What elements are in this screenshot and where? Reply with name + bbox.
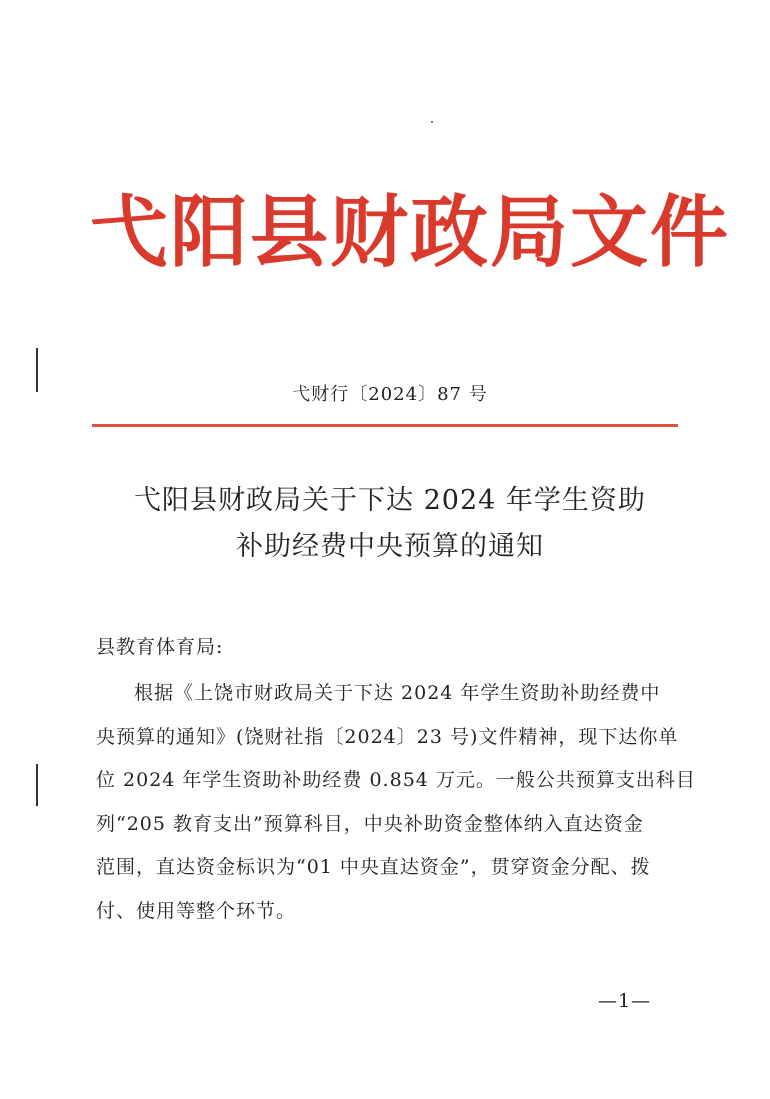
red-divider-rule <box>92 424 678 427</box>
body-line: 列“205 教育支出”预算科目，中央补助资金整体纳入直达资金 <box>96 812 644 835</box>
notice-title <box>90 478 690 570</box>
page-number: —1— <box>598 990 652 1012</box>
scan-speck <box>431 121 433 123</box>
document-number: 弋财行〔2024〕87 号 <box>292 384 488 405</box>
body-line: 位 2024 年学生资助补助经费 0.854 万元。一般公共预算支出科目 <box>96 769 696 791</box>
notice-title-line-1: 弋阳县财政局关于下达 2024 年学生资助 <box>134 485 646 516</box>
body-line: 范围，直达资金标识为“01 中央直达资金”，贯穿资金分配、拨 <box>96 856 651 878</box>
body-paragraph <box>96 672 696 933</box>
salutation: 县教育体育局: <box>96 636 224 658</box>
binding-mark-bottom <box>36 764 38 806</box>
issuer-header-title: 弋阳县财政局文件 <box>90 187 731 278</box>
binding-mark-top <box>36 348 38 392</box>
body-line: 付、使用等整个环节。 <box>96 899 297 922</box>
body-line: 根据《上饶市财政局关于下达 2024 年学生资助补助经费中 <box>134 682 661 704</box>
notice-title-line-2: 补助经费中央预算的通知 <box>236 531 544 562</box>
body-line: 央预算的通知》(饶财社指〔2024〕23 号)文件精神，现下达你单 <box>96 725 679 748</box>
